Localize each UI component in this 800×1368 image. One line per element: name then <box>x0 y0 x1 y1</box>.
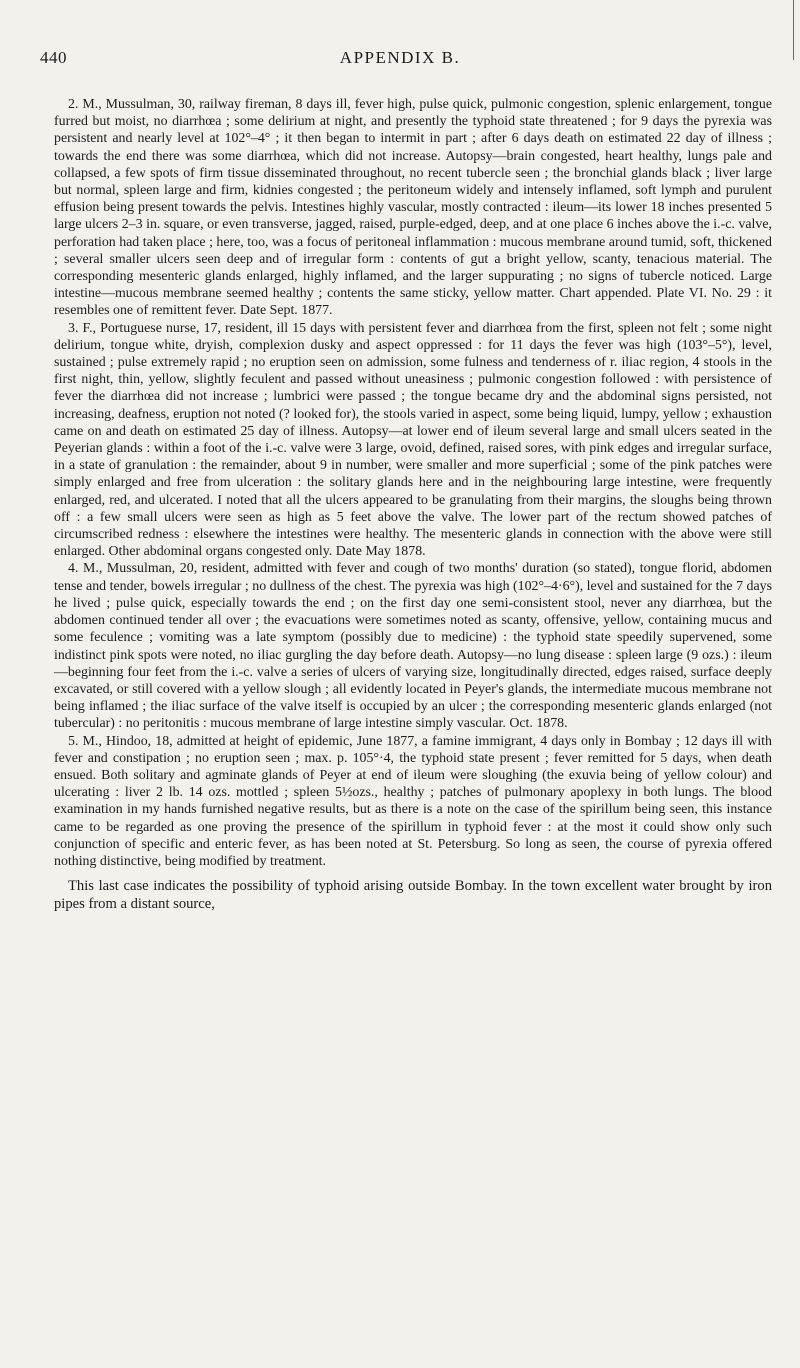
case-paragraph-5: 5. M., Hindoo, 18, admitted at height of epidemic, June 1877, a famine immigrant, 4 days only in Bombay ; 12 days ill with fever and constipation ; no eruption seen ; max. p. 105°·4, the typhoid state present ; fever remitted for 5 days, when death ensued. Both solitary and agminate glands of Peyer at end of ileum were sloughing (the exuvia being of yellow colour) and ulcerating : liver 2 lb. 14 ozs. mottled ; spleen 5½ozs., healthy ; patches of pulmonary apoplexy in both lungs. The blood examination in my hands furnished negative results, but as there is a note on the case of the spirillum being seen, this instance came to be regarded as one proving the presence of the spirillum in typhoid fever : at the most it could show only such conjunction of specific and enteric fever, as has been noted at St. Petersburg. So long as seen, the course of pyrexia offered nothing distinctive, being modified by treatment. <box>54 733 772 869</box>
closing-paragraph: This last case indicates the possibility of typhoid arising outside Bombay. In the town excellent water brought by iron pipes from a distant source, <box>54 878 772 912</box>
running-head: APPENDIX B. <box>339 48 461 67</box>
case-paragraph-3: 3. F., Portuguese nurse, 17, resident, ill 15 days with persistent fever and diarrhœa from the first, spleen not felt ; some night delirium, tongue white, dryish, complexion dusky and aspect oppressed : for 11 days the fever was high (103°–5°), level, sustained ; pulse extremely rapid ; no eruption seen on admission, some fulness and tenderness of r. iliac region, 4 stools in the first night, thin, yellow, slightly feculent and passed without uneasiness ; pulmonic congestion followed : with persistence of fever the diarrhœa did not increase ; lumbrici were passed ; the tongue became dry and the abdominal signs persisted, not increasing, deafness, eruption not noted (? looked for), the stools varied in aspect, some being liquid, lumpy, yellow ; exhaustion came on and death on estimated 25 day of illness. Autopsy—at lower end of ileum several large and small ulcers seated in the Peyerian glands : within a foot of the i.-c. valve were 3 large, ovoid, defined, raised sores, with pink edges and irregular surface, in a state of granulation : the remainder, about 9 in number, were smaller and more superficial ; some of the pink patches were simply enlarged and free from ulceration : the solitary glands here and in the neighbouring large intestine, were frequently enlarged, red, and ulcerated. I noted that all the ulcers appeared to be granulating from their margins, the sloughs being thrown off : a few small ulcers were seen as high as 5 feet above the valve. The lower part of the rectum showed patches of circumscribed redness : elsewhere the intestines were healthy. The mesenteric glands in connection with the above were still enlarged. Other abdominal organs congested only. Date May 1878. <box>54 320 772 560</box>
case-paragraph-2: 2. M., Mussulman, 30, railway fireman, 8 days ill, fever high, pulse quick, pulmonic congestion, splenic enlargement, tongue furred but moist, no diarrhœa ; some delirium at night, and presently the typhoid state threatened ; for 9 days the pyrexia was persistent and nearly level at 102°–4° ; it then began to intermit in part ; after 6 days death on estimated 22 day of illness ; towards the end there was some diarrhœa, which did not increase. Autopsy—brain congested, heart healthy, lungs pale and collapsed, a few spots of firm tissue disseminated throughout, no recent tubercle seen ; the bronchial glands black ; liver large but normal, spleen large and firm, kidnies congested ; the peritoneum widely and intensely inflamed, soft lymph and purulent effusion being present towards the pelvis. Intestines highly vascular, mostly contracted : ileum—its lower 18 inches presented 5 large ulcers 2–3 in. square, or even transverse, jagged, raised, purple-edged, deep, and at one place 6 inches above the i.-c. valve, perforation had taken place ; here, too, was a focus of peritoneal inflammation : mucous membrane around tumid, soft, thickened ; several smaller ulcers seen deep and of irregular form : contents of gut a bright yellow, scanty, tenacious material. The corresponding mesenteric glands enlarged, highly inflamed, and the larger suppurating ; no signs of tubercle noticed. Large intestine—mucous membrane seemed healthy ; contents the same sticky, yellow matter. Chart appended. Plate VI. No. 29 : it resembles one of remittent fever. Date Sept. 1877. <box>54 97 772 319</box>
page-body <box>54 96 772 913</box>
case-paragraph-4: 4. M., Mussulman, 20, resident, admitted with fever and cough of two months' duration (so stated), tongue florid, abdomen tense and tender, bowels irregular ; no dullness of the chest. The pyrexia was high (102°–4·6°), level and sustained for the 7 days he lived ; pulse quick, especially towards the end ; on the first day one semi-consistent stool, never any diarrhœa, but the abdomen continued tender all over ; the evacuations were sometimes noted as scanty, offensive, yellow, containing mucus and some feculence ; vomiting was a late symptom (possibly due to medicine) : the typhoid state speedily supervened, some indistinct pink spots were noted, no iliac gurgling the day before death. Autopsy—no lung disease : spleen large (9 ozs.) : ileum—beginning four feet from the i.-c. valve a series of ulcers of varying size, longitudinally directed, edges raised, surface deeply excavated, or still covered with a yellow slough ; all evidently located in Peyer's glands, the intermediate mucous membrane not being inflamed ; the iliac surface of the valve itself is occupied by an ulcer ; the corresponding mesenteric glands enlarged (not tubercular) : no peritonitis : mucous membrane of large intestine simply vascular. Oct. 1878. <box>54 561 772 732</box>
page-edge-line <box>793 0 794 60</box>
page-header <box>40 48 760 72</box>
page-number: 440 <box>40 48 67 67</box>
